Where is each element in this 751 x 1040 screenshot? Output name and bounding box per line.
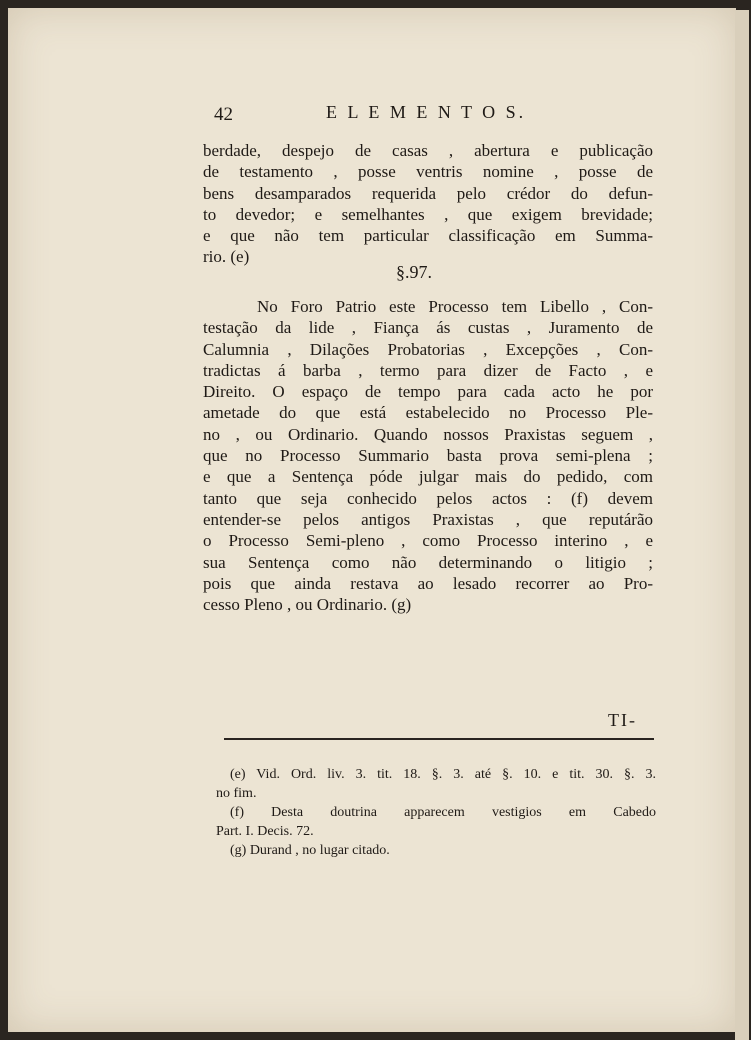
section-number: §.97. [396, 262, 432, 282]
text-line: Direito. O espaço de tempo para cada acto he por [203, 382, 653, 402]
text-line: bens desamparados requerida pelo crédor do defun- [203, 183, 653, 203]
text-line: cesso Pleno , ou Ordinario. (g) [203, 595, 412, 615]
page-number: 42 [214, 104, 233, 125]
text-line: pois que ainda restava ao lesado recorrer ao Pro- [203, 573, 653, 593]
text-line: e que não tem particular classificação em Summa- [203, 226, 653, 246]
text-line: Calumnia , Dilações Probatorias , Excepções , Con- [203, 339, 653, 359]
page-edge [735, 10, 749, 1040]
footnote-divider [224, 738, 654, 740]
text-line: testação da lide , Fiança ás custas , Juramento de [203, 318, 653, 338]
footnote-line: no fim. [216, 786, 257, 801]
text-line: no , ou Ordinario. Quando nossos Praxistas seguem , [203, 424, 653, 444]
footnote-line: (e) Vid. Ord. liv. 3. tit. 18. §. 3. até §. 10. e tit. 30. §. 3. [230, 767, 656, 782]
text-line: tanto que seja conhecido pelos actos : (f) devem [203, 488, 653, 508]
text-line: tradictas á barba , termo para dizer de Facto , e [203, 360, 653, 380]
text-line: No Foro Patrio este Processo tem Libello , Con- [257, 297, 653, 316]
text-line: que no Processo Summario basta prova semi-plena ; [203, 446, 653, 466]
footnote-line: Part. I. Decis. 72. [216, 824, 314, 839]
text-line: de testamento , posse ventris nomine , posse de [203, 162, 653, 182]
footnote-line: (f) Desta doutrina apparecem vestigios em Cabedo [230, 805, 656, 820]
paragraph [203, 296, 653, 615]
continued-text [203, 140, 653, 268]
catchword: TI- [608, 710, 637, 730]
text-line: e que a Sentença póde julgar mais do pedido, com [203, 467, 653, 487]
text-line: entender-se pelos antigos Praxistas , que reputárão [203, 509, 653, 529]
text-line: berdade, despejo de casas , abertura e publicação [203, 141, 653, 160]
text-line: to devedor; e semelhantes , que exigem brevidade; [203, 204, 653, 224]
footnotes [216, 765, 656, 860]
running-header: E L E M E N T O S. [326, 102, 527, 122]
footnote-line: (g) Durand , no lugar citado. [230, 843, 390, 858]
text-line: o Processo Semi-pleno , como Processo interino , e [203, 531, 653, 551]
text-line: ametade do que está estabelecido no Processo Ple- [203, 403, 653, 423]
text-line: rio. (e) [203, 247, 250, 267]
text-line: sua Sentença como não determinando o litigio ; [203, 552, 653, 572]
